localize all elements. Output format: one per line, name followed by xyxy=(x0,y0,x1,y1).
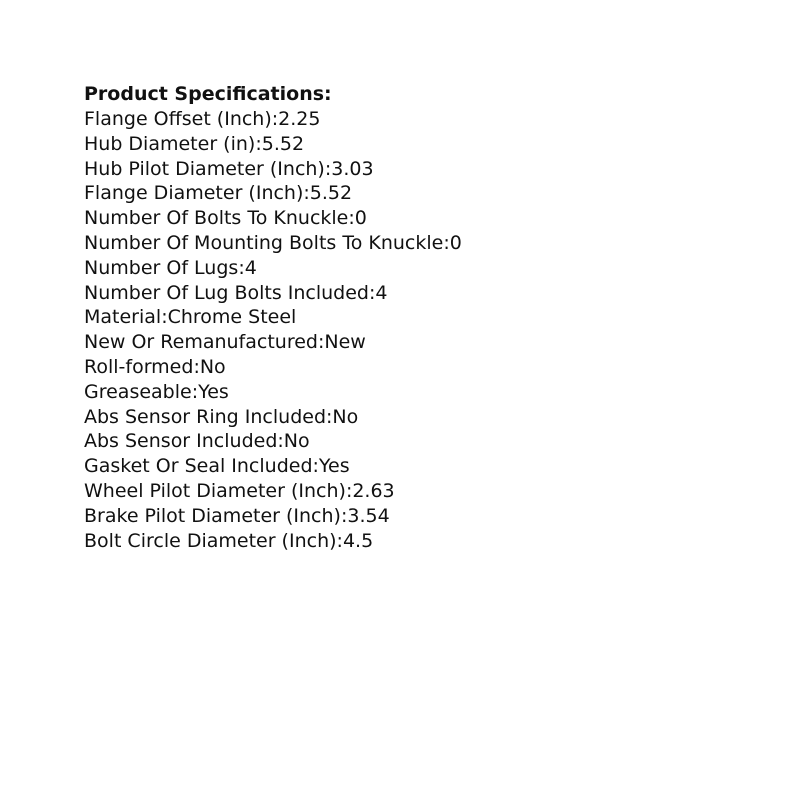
spec-value: 0 xyxy=(449,231,462,254)
spec-bolt-circle-diameter: Bolt Circle Diameter (Inch):4.5 xyxy=(84,529,374,552)
spec-value: Chrome Steel xyxy=(167,306,297,329)
spec-value: Yes xyxy=(198,380,229,403)
spec-label: Abs Sensor Ring Included xyxy=(84,405,327,428)
spec-label: Wheel Pilot Diameter (Inch) xyxy=(84,479,346,502)
spec-label: Bolt Circle Diameter (Inch) xyxy=(84,529,337,552)
spec-value: No xyxy=(199,355,226,378)
spec-label: Number Of Lugs xyxy=(84,256,239,279)
spec-label: Gasket Or Seal Included xyxy=(84,455,313,478)
spec-value: New xyxy=(324,331,366,354)
spec-value: 4 xyxy=(244,256,257,279)
spec-number-of-lugs: Number Of Lugs:4 xyxy=(84,256,257,279)
spec-title: Product Specifications: xyxy=(84,83,332,105)
spec-value: 5.52 xyxy=(309,182,353,205)
spec-material: Material:Chrome Steel xyxy=(84,306,297,329)
spec-value: 0 xyxy=(354,207,367,230)
spec-label: Brake Pilot Diameter (Inch) xyxy=(84,504,341,527)
spec-gasket-or-seal-included: Gasket Or Seal Included:Yes xyxy=(84,455,350,478)
spec-hub-pilot-diameter: Hub Pilot Diameter (Inch):3.03 xyxy=(84,157,374,180)
spec-wheel-pilot-diameter: Wheel Pilot Diameter (Inch):2.63 xyxy=(84,479,395,502)
spec-value: Yes xyxy=(318,455,350,478)
spec-flange-diameter: Flange Diameter (Inch):5.52 xyxy=(84,182,353,205)
spec-roll-formed: Roll-formed:No xyxy=(84,355,226,378)
spec-label: Hub Pilot Diameter (Inch) xyxy=(84,157,325,180)
spec-flange-offset: Flange Offset (Inch):2.25 xyxy=(84,108,321,130)
spec-label: Abs Sensor Included xyxy=(84,430,278,453)
spec-label: Flange Diameter (Inch) xyxy=(84,182,304,205)
spec-label: Number Of Mounting Bolts To Knuckle xyxy=(84,231,444,254)
spec-value: 2.63 xyxy=(352,479,395,502)
spec-new-or-remanufactured: New Or Remanufactured:New xyxy=(84,331,366,354)
spec-value: 3.03 xyxy=(331,157,374,180)
spec-abs-sensor-included: Abs Sensor Included:No xyxy=(84,430,310,453)
spec-value: 4.5 xyxy=(342,529,374,552)
spec-label: New Or Remanufactured xyxy=(84,331,318,354)
spec-label: Number Of Lug Bolts Included xyxy=(84,281,369,304)
spec-abs-sensor-ring-included: Abs Sensor Ring Included:No xyxy=(84,405,359,428)
spec-brake-pilot-diameter: Brake Pilot Diameter (Inch):3.54 xyxy=(84,504,390,527)
spec-label: Flange Offset (Inch) xyxy=(84,108,272,130)
product-specifications xyxy=(84,82,744,553)
spec-label: Material xyxy=(84,306,162,329)
spec-hub-diameter: Hub Diameter (in):5.52 xyxy=(84,132,305,155)
spec-label: Number Of Bolts To Knuckle xyxy=(84,207,349,230)
spec-label: Greaseable xyxy=(84,380,192,403)
spec-label: Roll-formed xyxy=(84,355,194,378)
spec-value: 3.54 xyxy=(347,504,390,527)
spec-value: 4 xyxy=(375,281,388,304)
spec-greaseable: Greaseable:Yes xyxy=(84,380,229,403)
spec-value: No xyxy=(283,430,310,453)
spec-label: Hub Diameter (in) xyxy=(84,132,256,155)
spec-lug-bolts-included: Number Of Lug Bolts Included:4 xyxy=(84,281,388,304)
spec-mounting-bolts-to-knuckle: Number Of Mounting Bolts To Knuckle:0 xyxy=(84,231,462,254)
spec-value: No xyxy=(332,405,359,428)
spec-value: 2.25 xyxy=(278,108,321,130)
spec-bolts-to-knuckle: Number Of Bolts To Knuckle:0 xyxy=(84,207,367,230)
spec-value: 5.52 xyxy=(261,132,305,155)
spec-list xyxy=(84,107,744,553)
